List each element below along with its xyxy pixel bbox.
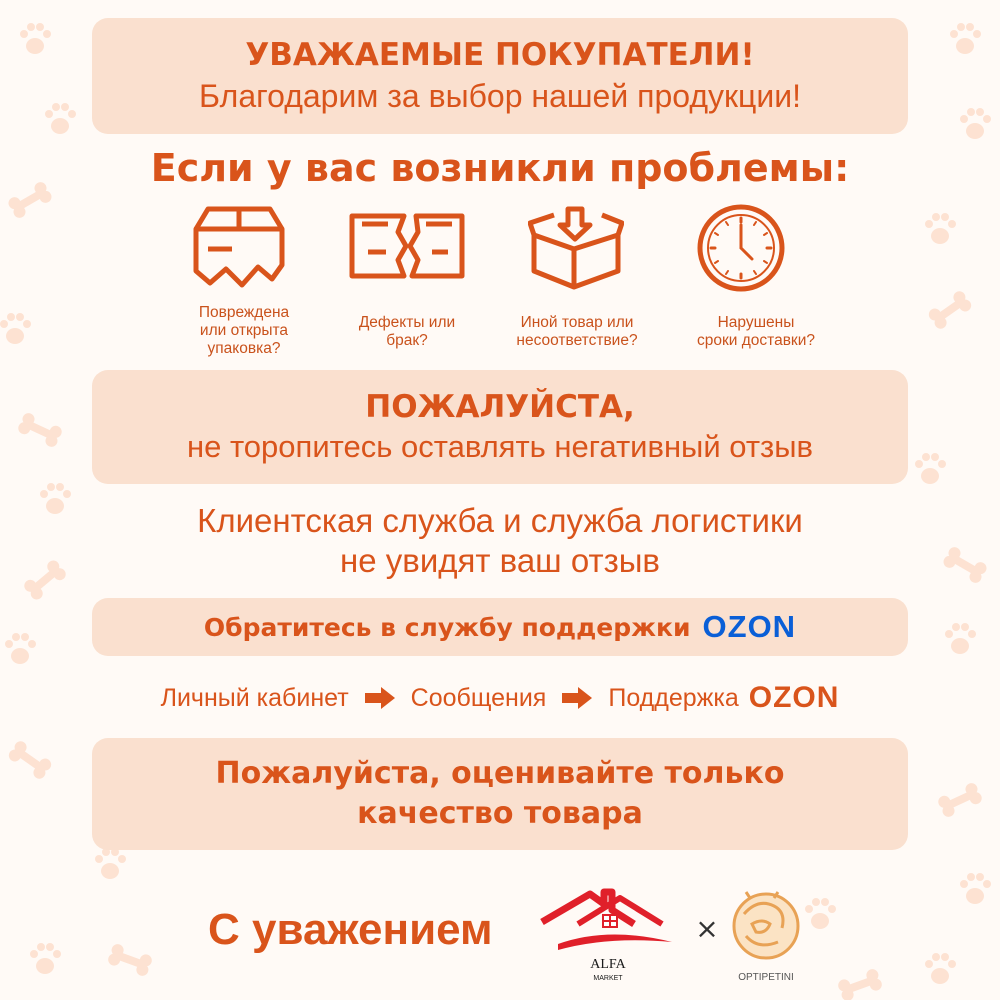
problems-title: Если у вас возникли проблемы: [150, 146, 850, 190]
arrow-right-icon [562, 687, 592, 709]
support-text: Обратитесь в службу поддержки [203, 612, 691, 642]
paw-icon [915, 453, 946, 484]
support-panel [92, 598, 908, 656]
bone-icon [936, 781, 983, 819]
regards-text: С уважением [208, 905, 493, 954]
paw-icon [5, 633, 36, 664]
paw-icon [45, 103, 76, 134]
greeting-panel [92, 18, 908, 134]
bone-icon [6, 739, 53, 781]
bone-icon [926, 289, 973, 331]
plea-subtitle: не торопитесь оставлять негативный отзыв [186, 429, 813, 464]
optipetini-logo-name: OPTIPETINI [738, 972, 794, 983]
alfa-logo-name: ALFA [590, 957, 626, 972]
caption-wrong-item: Иной товар или несоответствие? [516, 314, 638, 349]
plea-title: ПОЖАЛУЙСТА, [365, 389, 635, 425]
paw-icon [95, 848, 126, 879]
caption-defects: Дефекты или брак? [358, 314, 456, 349]
rate-line-2: качество товара [357, 796, 643, 831]
notice-line-2: не увидят ваш отзыв [340, 542, 660, 579]
ozon-logo: OZON [702, 609, 797, 644]
paw-icon [960, 108, 991, 139]
notice-line-1: Клиентская служба и служба логистики [197, 502, 803, 539]
arrow-right-icon [365, 687, 395, 709]
paw-icon [950, 23, 981, 54]
plea-panel [92, 370, 908, 484]
paw-icon [0, 313, 31, 344]
caption-delivery-delay: Нарушены сроки доставки? [697, 314, 815, 349]
paw-icon [925, 953, 956, 984]
torn-package-icon [348, 210, 466, 282]
route-step-cabinet: Личный кабинет [160, 683, 349, 712]
bone-icon [107, 942, 154, 977]
rate-line-1: Пожалуйста, оценивайте только [215, 756, 785, 791]
paw-icon [960, 873, 991, 904]
paw-icon [30, 943, 61, 974]
support-route [0, 676, 1000, 720]
logo-separator: × [695, 912, 719, 945]
paw-icon [925, 213, 956, 244]
bone-icon [16, 411, 63, 449]
damaged-box-icon [192, 205, 286, 291]
ozon-logo: OZON [748, 681, 840, 714]
alfa-market-logo [538, 880, 678, 988]
paw-icon [20, 23, 51, 54]
caption-damaged-packaging: Повреждена или открыта упаковка? [198, 304, 290, 357]
paw-icon [945, 623, 976, 654]
alfa-logo-sub: MARKET [593, 975, 623, 982]
bone-icon [837, 967, 884, 1000]
greeting-title: УВАЖАЕМЫЕ ПОКУПАТЕЛИ! [245, 37, 755, 73]
optipetini-logo [722, 884, 810, 988]
rate-panel [92, 738, 908, 850]
route-step-messages: Сообщения [410, 683, 547, 712]
route-step-support: Поддержка [608, 683, 739, 712]
box-arrow-icon [528, 205, 624, 291]
greeting-subtitle: Благодарим за выбор нашей продукции! [199, 78, 801, 114]
clock-icon [696, 203, 786, 293]
